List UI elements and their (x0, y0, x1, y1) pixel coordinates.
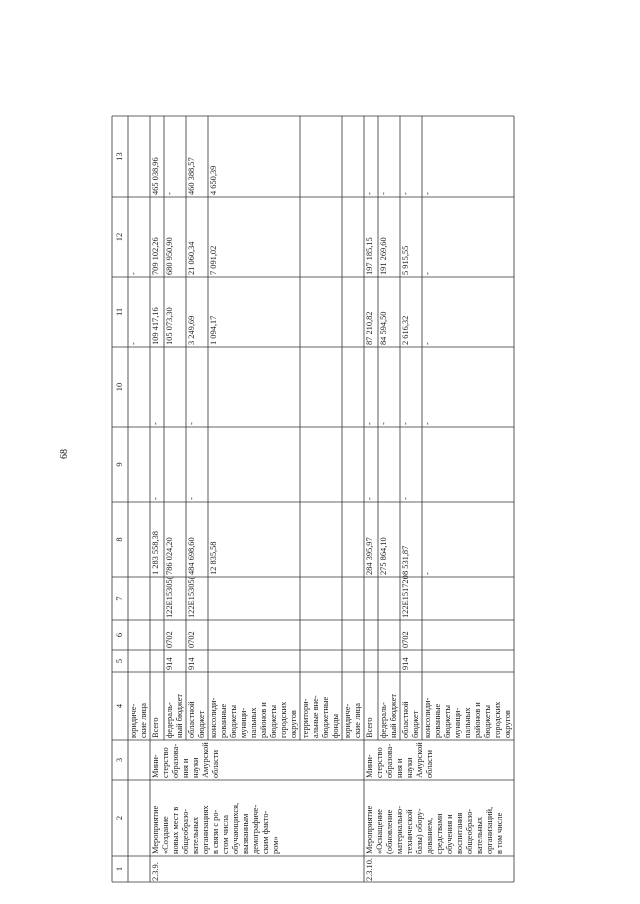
header-col-6: 6 (115, 632, 124, 638)
r239-name-line: вательных (191, 816, 200, 854)
r2310-line-0-col10: - (365, 422, 374, 425)
r2310-name-line: обучения и (445, 814, 454, 854)
r239-name-line: новых мест в (171, 806, 180, 854)
r2310-line-2-col12: 5 915,55 (401, 245, 410, 275)
r239-line-4-category-line: фонды (331, 714, 340, 738)
header-col-3: 3 (115, 757, 124, 763)
r2310-line-1-category (379, 694, 399, 738)
r239-executor-line: образова- (171, 743, 180, 778)
r2310-name-line: базы) обору- (415, 808, 424, 854)
r2310-line-2-category-line: бюджет (411, 710, 420, 738)
r239-name-line: вызванным (241, 813, 250, 854)
r2310-name-line: Мероприятие (365, 805, 374, 854)
r2310-line-3-category-line: бюджеты (443, 704, 452, 738)
r239-line-2-col11: 3 249,69 (187, 315, 196, 345)
r2310-line-2-col5: 914 (401, 657, 410, 670)
r2310-name-line: воспитания (455, 812, 464, 854)
r239-line-1-col6: 0702 (165, 631, 174, 648)
r239-line-1-category-line: федераль- (165, 702, 174, 738)
r239-name-line: стом числа (221, 815, 230, 854)
r239-line-5-category-line: ские лица (353, 703, 362, 738)
r2310-name-line: (обновление (385, 809, 394, 854)
r239-line-3-category-line: пальных (249, 707, 258, 738)
r2310-line-1-category-line: ный бюджет (389, 693, 398, 738)
r239-line-0-col8: 1 283 558,38 (151, 531, 160, 575)
r2310-line-3-category-line: городских (493, 701, 502, 738)
r239-line-3-category-line: районов и (259, 702, 268, 738)
r239-line-0-col11: 109 417,16 (151, 307, 160, 345)
r2310-line-2-col8: 8 531,87 (401, 545, 410, 575)
r239-line-5-category (343, 703, 363, 738)
r239-line-2-col7: 122E15305( (187, 576, 196, 618)
r2310-executor-line: стерство (375, 747, 384, 778)
r239-code: 2.3.9. (151, 862, 160, 881)
r2310-executor-line: Амурской (415, 742, 424, 778)
header-col-12: 12 (115, 232, 124, 242)
r239-line-1-col13: - (165, 192, 174, 195)
r2310-line-2-col13: - (401, 192, 410, 195)
r2310-line-3-col10: - (423, 422, 432, 425)
r239-line-0-col12: 709 102,26 (151, 237, 160, 275)
r239-line-1-col8: 786 024,20 (165, 537, 174, 575)
r239-line-0-col10: - (151, 422, 160, 425)
r239-name-line: «Создание (161, 816, 170, 854)
r239-line-2-category (187, 701, 207, 738)
header-col-5: 5 (115, 658, 124, 664)
r239-line-3-category-line: муници- (239, 707, 248, 738)
r2310-name-line: дованием, (425, 817, 434, 854)
r239-line-2-col9: - (187, 497, 196, 500)
r2310-line-2-category-line: областной (401, 701, 410, 738)
r2310-executor-line: образова- (385, 743, 394, 778)
r239-line-0-col9: - (151, 497, 160, 500)
r239-line-4-category-line: альные вне- (311, 695, 320, 738)
r239-line-1-col12: 680 950,90 (165, 237, 174, 275)
header-col-8: 8 (115, 537, 124, 542)
r2310-line-3-category-line: районов и (473, 702, 482, 738)
r2310-line-1-col11: 84 594,50 (379, 311, 388, 345)
r2310-line-1-col8: 275 864,10 (379, 537, 388, 575)
r239-line-3-category-line: городских (279, 701, 288, 738)
r2310-line-0-col13: - (365, 192, 374, 195)
r2310-line-0-category (365, 717, 375, 738)
r239-name-line: ским факто- (261, 810, 270, 854)
r239-name-line: обучающихся, (231, 802, 240, 854)
r2310-line-3-col11: - (423, 342, 432, 345)
r2310-executor-line: Мини- (365, 754, 374, 778)
header-col-9: 9 (115, 462, 124, 467)
r2310-line-0-col9: - (365, 497, 374, 500)
r239-line-3-category-line: округов (289, 710, 298, 738)
r239-line-4-category (301, 695, 341, 738)
r2310-line-2-col9: - (401, 497, 410, 500)
r239-line-3-category-line: консолиди- (209, 697, 218, 738)
r2310-line-0-col8: 284 395,97 (365, 537, 374, 575)
r2310-line-1-col12: 191 269,60 (379, 237, 388, 275)
r2310-line-0-col11: 87 210,82 (365, 311, 374, 345)
r239-executor-line: Амурской (201, 742, 210, 778)
r2310-name (365, 806, 505, 854)
r2310-line-2-col6: 0702 (401, 631, 410, 648)
r2310-line-3-col13: - (423, 192, 432, 195)
r239-executor-line: области (211, 750, 220, 778)
r2310-line-3-category-line: муници- (453, 707, 462, 738)
r239-line-0-category-line: Всего (151, 717, 160, 738)
header-col-10: 10 (115, 382, 124, 392)
r2310-line-0-category-line: Всего (365, 717, 374, 738)
header-col-4: 4 (115, 703, 124, 709)
r2310-name-line: «Оснащение (375, 809, 384, 854)
r239-name-line: демографиче- (251, 804, 260, 854)
r239-line-2-col12: 21 060,34 (187, 241, 196, 275)
r239-executor-line: ния и (181, 758, 190, 778)
r239-line-2-col10: - (187, 422, 196, 425)
r239-line-1-col7: 122E15305( (165, 576, 174, 618)
r2310-line-3-category-line: округов (503, 710, 512, 738)
page-number: 68 (59, 449, 70, 459)
r239-name (151, 803, 281, 854)
r2310-line-3-col12: - (423, 272, 432, 275)
r239-line-3-category-line: рованные (219, 703, 228, 738)
r2310-line-2-category (401, 701, 421, 738)
r2310-name-line: вательных (475, 816, 484, 854)
r2310-line-1-col10: - (379, 422, 388, 425)
r239-executor-line: науки (191, 757, 200, 778)
r239-line-2-category-line: бюджет (197, 710, 206, 738)
r2310-line-3-category (423, 698, 513, 738)
continuation-col12: - (129, 272, 138, 275)
r239-line-3-category-line: бюджеты (269, 704, 278, 738)
continuation-col11: - (129, 342, 138, 345)
r2310-line-3-category-line: рованные (433, 703, 442, 738)
r239-line-5-category-line: юридиче- (343, 703, 352, 738)
r2310-name-line: средствами (435, 813, 444, 854)
r2310-name-line: материально- (395, 805, 404, 854)
r2310-line-2-col7: 122E151720 (401, 575, 410, 618)
r2310-executor-line: науки (405, 757, 414, 778)
r2310-name-line: общеобразо- (465, 808, 474, 854)
r239-name-line: общеобразо- (181, 808, 190, 854)
r2310-line-1-category-line: федераль- (379, 702, 388, 738)
r239-line-3-col11: 1 094,17 (209, 315, 218, 345)
header-col-7: 7 (115, 596, 124, 601)
r239-name-line: Мероприятие (151, 805, 160, 854)
header-col-2: 2 (115, 815, 124, 821)
r2310-line-3-col8: - (423, 572, 432, 575)
r2310-name-line: в том числе (495, 812, 504, 854)
r239-line-4-category-line: территори- (301, 698, 310, 738)
r239-line-2-col5: 914 (187, 657, 196, 670)
r2310-line-3-category-line: консолиди- (423, 697, 432, 738)
r2310-line-2-col11: 2 616,32 (401, 315, 410, 345)
r239-line-3-category (209, 698, 299, 738)
r239-line-2-col13: 460 388,57 (187, 157, 196, 195)
r239-line-2-col6: 0702 (187, 631, 196, 648)
r239-line-2-col8: 484 698,60 (187, 537, 196, 575)
header-col-13: 13 (115, 152, 124, 161)
r2310-executor-line: ния и (395, 758, 404, 778)
r2310-line-1-col13: - (379, 192, 388, 195)
header-col-11: 11 (115, 307, 124, 317)
r2310-executor-line: области (425, 750, 434, 778)
r239-line-3-col8: 12 835,58 (209, 541, 218, 575)
r239-name-line: в связи с ро- (211, 809, 220, 854)
r239-line-1-category-line: ный бюджет (175, 693, 184, 738)
r239-line-3-col13: 4 650,39 (209, 165, 218, 195)
r2310-executor (365, 742, 435, 778)
r2310-name-line: технической (405, 809, 414, 854)
r2310-line-3-category-line: бюджеты (483, 704, 492, 738)
r239-name-line: организациях (201, 805, 210, 854)
r239-line-3-category-line: бюджеты (229, 704, 238, 738)
r2310-name-line: организаций, (485, 806, 494, 854)
r239-line-0-col13: 465 038,96 (151, 157, 160, 195)
r239-line-4-category-line: бюджетные (321, 696, 330, 738)
r239-name-line: ром» (271, 836, 280, 854)
r2310-line-2-col10: - (401, 422, 410, 425)
r239-executor-line: стерство (161, 747, 170, 778)
r239-line-2-category-line: областной (187, 701, 196, 738)
r239-executor-line: Мини- (151, 754, 160, 778)
r2310-line-0-col12: 197 185,15 (365, 237, 374, 275)
budget-table (112, 16, 612, 882)
continuation-col4-line: юридиче- (129, 703, 138, 738)
r2310-line-3-category-line: пальных (463, 707, 472, 738)
r2310-code: 2.3.10. (365, 857, 374, 881)
r239-line-1-col11: 105 073,30 (165, 307, 174, 345)
r239-line-1-col5: 914 (165, 657, 174, 670)
r239-executor (151, 742, 221, 778)
header-col-1: 1 (115, 866, 124, 872)
continuation-col4-line: ские лица (139, 703, 148, 738)
continuation-col4 (129, 703, 149, 738)
r239-line-3-col12: 7 091,02 (209, 245, 218, 275)
r239-line-1-category (165, 694, 185, 738)
r239-line-0-category (151, 717, 161, 738)
